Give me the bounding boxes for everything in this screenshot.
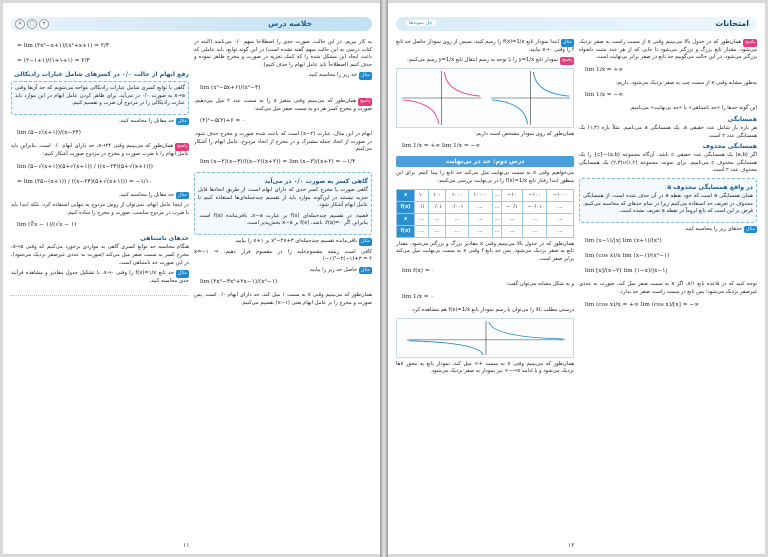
curve-branch-left [409,340,483,354]
example-text: حد تابع f(x)=۱/x را وقتی x→۰، با تشکیل جدول مقادیر و مشاهده فرآیند حدی محاسبه کنید. [11,270,189,284]
page-number: ۱۲ [568,542,575,549]
note-title: گاهی کسر به صورت ۰/۰ در می‌آید [264,177,368,185]
paragraph: ابهام در این مثال، عبارت (x−۲) است که باعث شده صورت و مخرج حذف شود. در صورت از اتحاد جمله مشترک و در مخرج از اتحاد مزدوج، عامل ابهام را آشکار می‌کنیم: [194,131,372,153]
table-cell: x [397,189,415,201]
section-heading: همسایگی [727,115,757,123]
math-expression: = lim (۲x²−x+۱)/(x²+x+۱) = ۲/۳ [17,43,109,49]
table-cell: −۱۰۰ [522,189,547,201]
paragraph: در اینجا عامل ابهام، نمی‌توان از روش مزدوج به تنهایی استفاده کرد، بلکه ابتدا باید با ضرب در مزدوج مناسب، صورت و مخرج را ساده کنیم. [11,202,189,216]
table-cell: ... [446,225,468,237]
asymptote-graph [396,318,574,358]
right-page-header [396,17,757,31]
math-expression: lim (cos x)/x = +∞ lim (cos x)/[x] = −∞ [585,301,700,308]
math-expression: lim (۵−√(x+۱))(۵+√(x+۱)) / ((x−۲۴)(۵+√(x+۱))) [17,163,153,170]
paragraph: و به شکل مشابه می‌توان گفت: [506,281,574,288]
table-cell: ۱۰۰۰۰ [468,189,492,201]
paragraph: همان‌طور که در جدول بالا می‌بینیم وقتی x مقادیر بزرگ و بزرگتر می‌شود، مقدار تابع به صفر نزدیک می‌شود. پس حد تابع f وقتی x به سمت بی‌نهایت میل می‌کند برابر صفر است. [396,240,574,262]
example-label: مثال [178,118,187,124]
note-title: در واقع همسایگی محذوف a [667,183,753,191]
curve-branch-left [403,100,439,124]
circle-icon: ○ [27,19,37,29]
left-page-left-column [11,39,189,536]
curve-branch-right [444,72,480,96]
table-cell: ۱۰۰۰ [446,189,468,201]
table-cell: ... [492,225,502,237]
table-cell: −۰/۰۱ [522,201,547,213]
paragraph: گاهی با توابع کسری شامل عبارات رادیکالی مواجه می‌شویم که حد آن‌ها وقتی x→a به صورت ۰/۰ در می‌آید. برای ظاهر کردن عامل ابهام در این موارد باید عبارت رادیکالی را در مزدوج آن ضرب و تقسیم کنیم. [15,85,185,107]
table-cell: ... [428,225,446,237]
paragraph: هنگام محاسبه حد توابع کسری گاهی به مواردی برخورد می‌کنیم که وقتی x→a، مخرج کسر به سمت صفر میل می‌کند (صورت به عددی غیرصفر نزدیک می‌شود)، در این صورت حد نامتناهی است. [11,244,189,266]
math-expression: lim [x]/(x−۲) lim (۱−x)/|x−۱| [585,268,668,275]
paragraph: همان‌طور که روی نمودار مشخص است داریم: [475,130,574,137]
table-cell: ۰/۰۰۱ [446,201,468,213]
curve-branch-right [489,321,563,338]
example-label: مثال [178,271,187,277]
solution-label: پاسخ [745,40,755,45]
table-cell: ۱۰۰ [428,189,446,201]
solution-label: پاسخ [562,58,572,64]
note-text: همان همسایگی a است که خود نقطه a در آن حذف شده است. از همسایگی محذوف در تعریف حد استفاده می‌کنیم زیرا در تمام حدهای که محاسبه می‌کنیم، فرض بر این است که تابع لزوماً در نقطه a تعریف نشده است. [583,192,753,215]
left-page-right-column [194,39,372,536]
paragraph: این گونه حدها را «حد نامتناهی» یا «حد بی‌نهایت» می‌نامیم. [629,105,757,112]
right-page-left-column [396,39,574,536]
solution-text: کافی است ریشه مقسوم‌علیه را در مقسوم قرار دهیم: x=−۱ ⇒ (−۱)³−۲(−۱)+۳ = ۴ [194,248,372,263]
example-text: ابتدا نمودار تابع f(x)=1/x را رسم کنید، سپس از روی نمودار حاصل حد تابع f را وقتی x→۰ بیابید. [396,39,574,53]
solution-text: همان‌طور که می‌بینیم وقتی x به سمت ۱ میل کند، حد دارای ابهام ۰/۰ است. پس صورت و مخرج را بر عامل ابهام یعنی (x−۱) تقسیم می‌کنیم. [194,292,372,306]
table-row [397,225,574,237]
table-cell: ... [522,213,547,225]
example-label: مثال [361,267,370,273]
table-cell: ... [492,213,502,225]
table-cell: ... [468,213,492,225]
table-cell: ... [468,225,492,237]
graph-svg [397,319,573,357]
reciprocal-graph [396,68,574,128]
table-cell: ... [522,225,547,237]
paragraph: می‌خواهیم وقتی x به سمت بی‌نهایت میل می‌کند حد تابع را پیدا کنیم. برای این منظور ابتدا رفتار تابع f(x)=1/x را در بی‌نهایت بررسی می‌کنیم: [396,170,574,184]
solution-text: همان‌طور که می‌بینیم وقتی متغیر x را به سمت عدد ۲ میل می‌دهیم، صورت و مخرج کسر هر دو به سمت صفر میل می‌کنند: [194,97,372,112]
example-label: مثال [361,238,370,244]
plus-icon: + [39,19,49,29]
example-text: حدهای زیر را محاسبه کنید. [683,225,743,232]
paragraph: به‌طور مشابه وقتی x از سمت چپ به صفر نزدیک می‌شود، داریم: [615,79,757,86]
table-cell: ۰/۰۱ [428,201,446,213]
curve-branch-left [492,100,528,124]
math-expression: lim 1/x = ۰ [402,293,434,300]
table-cell: ... [468,201,492,213]
example-text: حد مقابل را محاسبه کنید. [118,191,175,198]
note-text: قضیه: در تقسیم چندجمله‌ای f(x) بر عبارت x−a، باقی‌مانده f(a) است. بنابراین اگر f(a)=۰، باشد، f(x) بر x−a بخش‌پذیر است. [198,212,369,227]
math-expression: lim (x−۱)/|x| lim (x+۱)/(x²) [585,238,662,245]
paragraph: نمودار تابع y=1/x را با توجه به رسم انتقال تابع y=1/x رسم می‌کنیم: [407,57,559,64]
paragraph: درستی مطلب بالا را می‌توان با رسم نمودار تابع f(x)=1/x هم مشاهده کرد. [410,306,574,313]
math-expression: lim (cos x)/x lim (x−۱)/(x²−۱) [585,253,670,260]
math-expression: lim 1/x = −∞ [585,92,624,99]
solution-label: پاسخ [360,98,371,104]
table-row [397,213,574,225]
math-expression: lim (x²−۵x+۶)/(x²−۴) [200,84,261,91]
paragraph: هر بازه باز شامل عدد حقیقی a، یک همسایگی a می‌نامیم. مثلاً بازه (۱,۳) یک همسایگی عدد ۲ است. [579,124,757,139]
right-header-title: امتحانات [715,19,749,28]
paragraph: همان‌طور که در جدول بالا می‌بینیم وقتی x از سمت راست به صفر نزدیک می‌شود، مقدار تابع بزرگ و بزرگتر می‌شود تا جایی که از هر عدد مثبت دلخواه بزرگتر می‌شود. در این حالت می‌گوییم حد تابع در صفر برابر بی‌نهایت است. [579,39,757,61]
solution-label: پاسخ [177,144,187,150]
table-cell: ... [547,201,574,213]
paragraph: به کار ببریم. در این حالت، صورت حدی را اصطلاحاً مبهم ۰/۰ می‌نامند (البته در کتاب درسی به این حالت مبهم گفته نشده است) در این گونه توابع، باید عاملی که باعث ایجاد این مشکل شده را که کمک تجزیه در صورت و مخرج ظاهر نموده و حذف کنیم (اصطلاحاً باید عامل ابهام را حذف کنیم). [194,39,372,68]
math-expression: lim (∛x − ۱)/(√x − ۱) [17,222,77,229]
table-cell: ۱۰ [415,189,428,201]
table-row [397,189,574,201]
note-text: گاهی صورت یا مخرج کسر حدی که دارای ابهام است، از طریق اتحادها قابل تجزیه نیستند در این‌گونه موارد باید از تقسیم چندجمله‌ای‌ها استفاده کنیم تا عامل ابهام آشکار شود. [198,186,368,209]
section-heading: رفع ابهام از حالت ۰/۰ در کسرهای شامل عبارات رادیکالی [14,71,189,78]
solution-text: همان‌طور که می‌بینیم وقتی x→۲۴، حد دارای ابهام ۰/۰ است. بنابراین باید عامل ابهام را با ضرب صورت و مخرج در مزدوج صورت آشکار کنیم: [11,143,189,157]
math-expression: = lim (۲۵−(x+۱)) / ((x−۲۴)(۵+√(x+۱))) = −۱/۱۰ [17,178,152,185]
section-heading: حدهای نامتناهی [140,235,189,243]
note-box [194,172,372,235]
left-page [3,3,380,554]
example-text: حاصل حد زیر را بیابید. [308,266,358,273]
table-cell: ... [547,213,574,225]
math-expression: lim (۵−√(x+۱))/(x−۲۴) [17,130,81,137]
example-text: حد زیر را محاسبه کنید. [307,72,358,79]
example-text: حد مقابل را محاسبه کنید. [118,117,175,124]
values-table [396,189,574,238]
left-header-title: خلاصه درس [267,19,312,28]
table-cell: f(x) [397,201,415,213]
table-cell: −۱۰ [502,189,522,201]
math-expression: lim (x−۲)(x−۳)/((x−۲)(x+۲)) = lim (x−۳)/(x+۲) = −۱/۴ [200,158,356,165]
page-number: ۱۱ [183,542,190,549]
axis-line [11,288,189,296]
table-cell: ... [415,213,428,225]
example-label: مثال [178,192,187,198]
curve-branch-right [533,72,569,96]
section-heading: همسایگی محذوف [702,143,757,151]
math-expression: lim f(x) = ۰ [402,268,435,275]
table-row [397,201,574,213]
table-cell: ... [428,213,446,225]
paragraph: اگر (a,b) یک همسایگی عدد حقیقی c باشد، آن‌گاه مجموعه (a,b)−{c} را یک همسایگی محذوف c می‌نامیم. برای نمونه، مجموعه (۱,۲)∪(۲,۳) یک همسایگی محذوف عدد ۲ است. [579,152,757,174]
table-cell: −۰/۱ [502,201,522,213]
paragraph: توجه کنید که در قاعده تابع ۱/x، اگر x به سمت صفر میل کند، صورت به عددی غیرصفر نزدیک می‌شود؛ پس تابع در سمت راست صفر حد ندارد. [579,281,757,295]
table-cell: ... [492,189,502,201]
table-cell: ۰/۱ [415,201,428,213]
example-text: باقی‌مانده تقسیم چندجمله‌ای x³−۲x+۳ بر x+۱ را بیابید. [234,237,358,244]
graph-svg [397,69,573,127]
math-expression: lim 1/x = +∞ [585,66,624,73]
note-box [579,178,757,223]
math-expression: = (۲−۱+۱)/(۱+۱+۱) = ۲/۳ [17,58,90,64]
book-gutter [380,0,388,557]
table-cell: ... [446,213,468,225]
close-icon: × [15,19,25,29]
table-cell: −۱۰۰۰ [547,189,574,201]
math-expression: (۲)²−۵(۲)+۶ = ۰ [200,118,246,125]
table-cell: f(x) [397,225,415,237]
header-badge: حل نمونه‌ها [406,20,436,26]
table-cell: ... [547,225,574,237]
example-label: مثال [563,40,572,45]
paragraph: همان‌طور که می‌بینیم وقتی x به سمت +∞ میل کند، نمودار تابع به محور xها نزدیک می‌شود و با ادامه x→−∞ نیز نمودار به صفر نزدیک می‌شود. [396,360,574,375]
example-label: مثال [746,226,755,232]
table-cell: ... [492,201,502,213]
right-page [388,3,765,554]
note-box [11,81,189,115]
table-cell: ... [502,225,522,237]
table-cell: x [397,213,415,225]
example-label: مثال [361,73,370,79]
math-expression: lim 1/x = +∞ lim 1/x = −∞ [402,143,481,150]
table-cell: ... [502,213,522,225]
lesson-banner: درس دوم: حد در بی‌نهایت [396,156,574,167]
right-page-right-column [579,39,757,536]
table-cell: ... [415,225,428,237]
left-page-header [11,17,372,31]
math-expression: lim (۲x³−۳x²+۲x−۱)/(x³−۱) [200,279,278,286]
